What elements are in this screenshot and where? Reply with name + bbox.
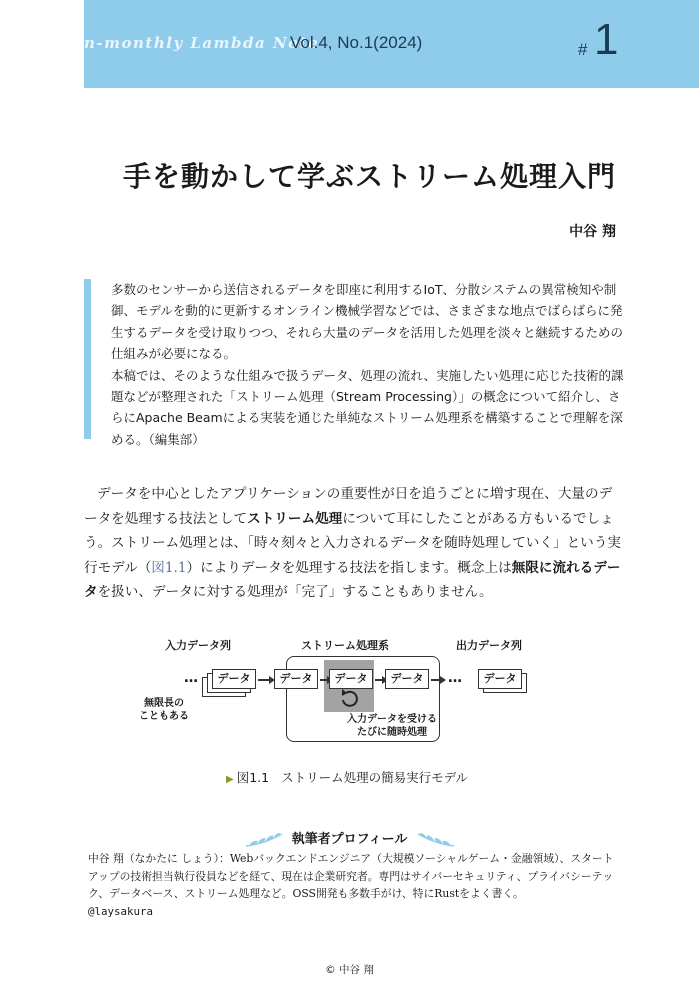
- arrow-4: [431, 679, 441, 681]
- infinite-note-line-1: 無限長の: [144, 698, 184, 709]
- abstract-paragraph-2: 本稿では、そのような仕組みで扱うデータ、処理の流れ、実施したい処理に応じた技術的課題などが整理された「ストリーム処理（Stream Processing）」の概念について紹介し、さらにApache Beamによる実装を通じた単純なストリーム処理系を構築することで理解を深める。（編集部）: [111, 367, 624, 447]
- issue-number: 1: [594, 15, 619, 64]
- figure-caption: [226, 768, 468, 786]
- abstract-paragraph-1: 多数のセンサーから送信されるデータを即座に利用するIoT、分散システムの異常検知や制御、モデルを動的に更新するオンライン機械学習などでは、さまざまな地点でばらばらに発生するデータを受け取りつつ、それら大量のデータを活用した処理を淡々と継続するための仕組みが必要になる。: [111, 282, 624, 362]
- input-heading: 入力データ列: [165, 639, 231, 652]
- caption-text: ストリーム処理の簡易実行モデル: [281, 770, 468, 785]
- input-dots: …: [184, 670, 199, 686]
- process-note-line-2: たびに随時処理: [357, 727, 427, 738]
- input-data-box: データ: [212, 669, 256, 689]
- profile-title: 執筆者プロフィール: [291, 832, 408, 847]
- output-dots: …: [448, 670, 463, 686]
- system-output-box: データ: [385, 669, 429, 689]
- volume-label: Vol.4, No.1(2024): [290, 33, 423, 52]
- caption-triangle-icon: ▶: [226, 774, 234, 785]
- body-paragraph: [84, 482, 624, 605]
- body-text-1: データを中心としたアプリケーションの重要性が日を追うごとに増す現在、大量のデータを処理する技法として: [84, 486, 613, 527]
- body-text-2: について耳にしたことがある方もいるでしょう。ストリーム処理とは、「時々刻々と入力されるデータを随時処理していく」という実行モデル（: [84, 510, 621, 576]
- profile-body: [88, 850, 618, 920]
- issue-hash: #: [578, 40, 588, 59]
- profile-text: 中谷 翔（なかたに しょう）：Webバックエンドエンジニア（大規模ソーシャルゲーム・金融領域）、スタートアップの技術担当執行役員などを経て、現在は企業研究者。専門はサイバーセキュリティ、プライバシーテック、データベース、ストリーム処理など。OSS開発も多数手がけ、特にRustをよく書く。: [88, 852, 614, 900]
- arrow-3: [375, 679, 383, 681]
- infinite-note-line-2: こともある: [139, 711, 189, 722]
- body-text-4: を扱い、データに対する処理が「完了」することもありません。: [97, 584, 493, 600]
- figure-reference-link[interactable]: 図1.1: [151, 559, 187, 576]
- abstract-box: [84, 279, 624, 447]
- series-name: n-monthly Lambda Note: [84, 34, 320, 52]
- system-heading: ストリーム処理系: [301, 639, 389, 652]
- system-input-box: データ: [274, 669, 318, 689]
- article-title: 手を動かして学ぶストリーム処理入門: [122, 160, 616, 193]
- infinite-note: [139, 697, 189, 723]
- term-infinite-data: 無限に流れるデータ: [84, 559, 621, 600]
- laurel-right-icon: [416, 832, 456, 848]
- term-stream-processing: ストリーム処理: [247, 510, 343, 527]
- processing-data-box: データ: [329, 669, 373, 689]
- arrow-1: [258, 679, 270, 681]
- profile-handle: @laysakura: [88, 904, 154, 918]
- loop-arrow-icon: [337, 686, 361, 710]
- process-note: [347, 713, 437, 739]
- article-author: 中谷 翔: [569, 224, 616, 240]
- arrow-2: [320, 679, 328, 681]
- body-text-3: ）によりデータを処理する技法を指します。概念上は: [186, 559, 512, 576]
- copyright-notice: © 中谷 翔: [325, 964, 374, 976]
- caption-number: 図1.1: [236, 770, 270, 785]
- output-heading: 出力データ列: [456, 639, 522, 652]
- output-data-box: データ: [478, 669, 522, 689]
- process-note-line-1: 入力データを受ける: [347, 714, 437, 725]
